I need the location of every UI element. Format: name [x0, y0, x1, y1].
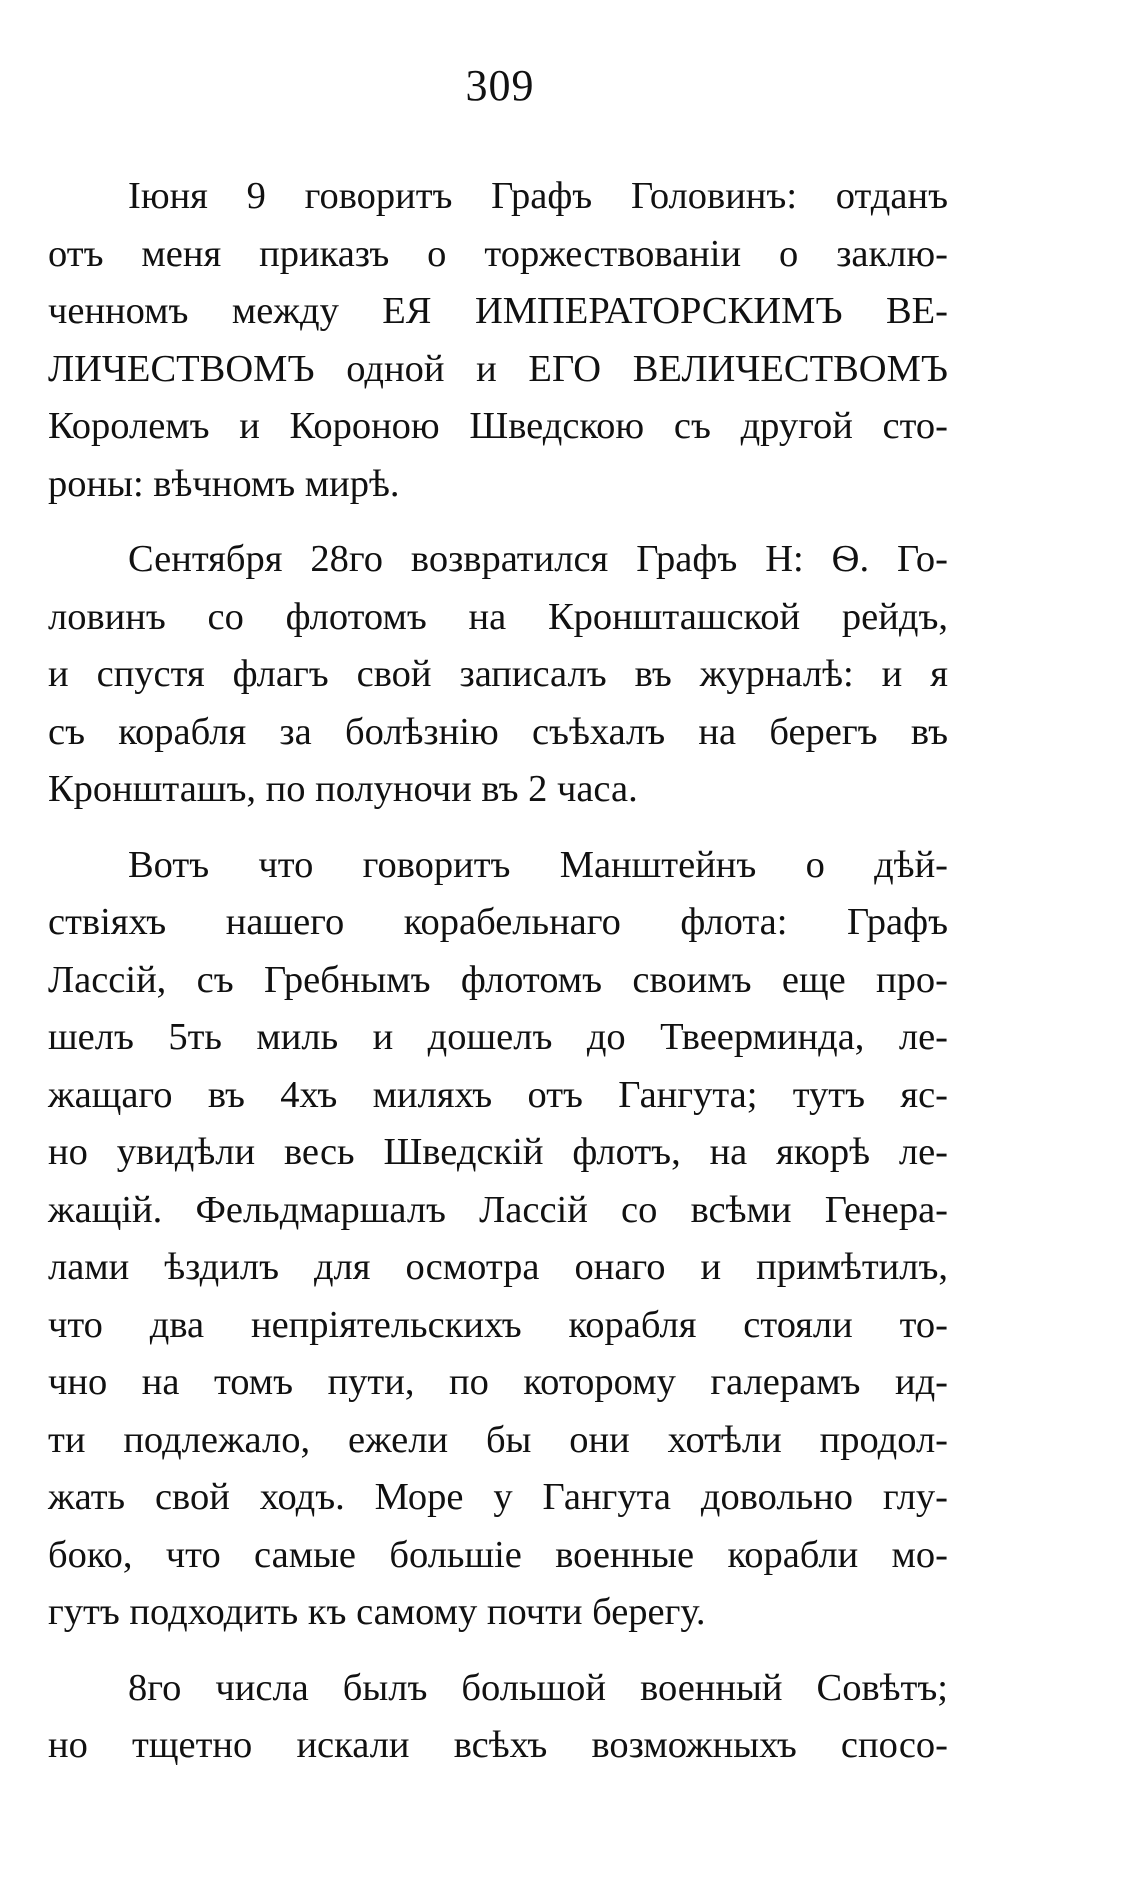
text-line: ствіяхъ нашего корабельнаго флота: Графъ	[48, 901, 948, 943]
text-line: Кроншташъ, по полуночи въ 2 часа.	[48, 768, 638, 810]
page-number: 309	[465, 61, 535, 110]
text-line: и спустя флагъ свой записалъ въ журналѣ: и я	[48, 653, 948, 695]
text-line: чно на томъ пути, по которому галерамъ ид-	[48, 1361, 948, 1403]
text-line: ЛИЧЕСТВОМЪ одной и ЕГО ВЕЛИЧЕСТВОМЪ	[48, 347, 948, 390]
text-line: но тщетно искали всѣхъ возможныхъ спосо-	[48, 1724, 948, 1766]
body-text	[48, 168, 948, 1775]
text-line: Лассій, съ Гребнымъ флотомъ своимъ еще про-	[48, 958, 948, 1001]
paragraph	[48, 168, 948, 513]
text-line: ти подлежало, ежели бы они хотѣли продол-	[48, 1418, 948, 1461]
text-line: боко, что самые большіе военные корабли мо-	[48, 1533, 948, 1576]
text-line: Сентября 28го возвратился Графъ Н: Ѳ. Го-	[128, 538, 948, 580]
paragraph	[48, 1660, 948, 1775]
text-line: но увидѣли весь Шведскій флотъ, на якорѣ ле-	[48, 1131, 948, 1173]
text-line: Королемъ и Короною Шведскою съ другой сто-	[48, 405, 948, 447]
text-line: 8го числа былъ большой военный Совѣтъ;	[128, 1666, 948, 1709]
text-line: ловинъ со флотомъ на Кроншташской рейдъ,	[48, 595, 948, 638]
text-line: лами ѣздилъ для осмотра онаго и примѣтилъ,	[48, 1246, 948, 1288]
text-line: жащій. Фельдмаршалъ Лассій со всѣми Генера-	[48, 1188, 948, 1231]
text-line: Іюня 9 говоритъ Графъ Головинъ: отданъ	[128, 175, 948, 217]
text-line: съ корабля за болѣзнію съѣхалъ на берегъ въ	[48, 710, 948, 753]
paragraph	[48, 837, 948, 1642]
text-line: что два непріятельскихъ корабля стояли то-	[48, 1303, 948, 1346]
text-line: роны: вѣчномъ мирѣ.	[48, 462, 400, 505]
text-line: шелъ 5ть миль и дошелъ до Твеерминда, ле-	[48, 1016, 948, 1058]
text-line: ченномъ между ЕЯ ИМПЕРАТОРСКИМЪ ВЕ-	[48, 290, 948, 332]
paragraph	[48, 531, 948, 819]
text-line: жащаго въ 4хъ миляхъ отъ Гангута; тутъ яс-	[48, 1073, 948, 1116]
text-line: гутъ подходить къ самому почти берегу.	[48, 1591, 706, 1633]
text-line: отъ меня приказъ о торжествованіи о заклю-	[48, 232, 948, 275]
text-line: жать свой ходъ. Море у Гангута довольно глу-	[48, 1476, 948, 1518]
text-line: Вотъ что говоритъ Манштейнъ о дѣй-	[128, 843, 948, 886]
